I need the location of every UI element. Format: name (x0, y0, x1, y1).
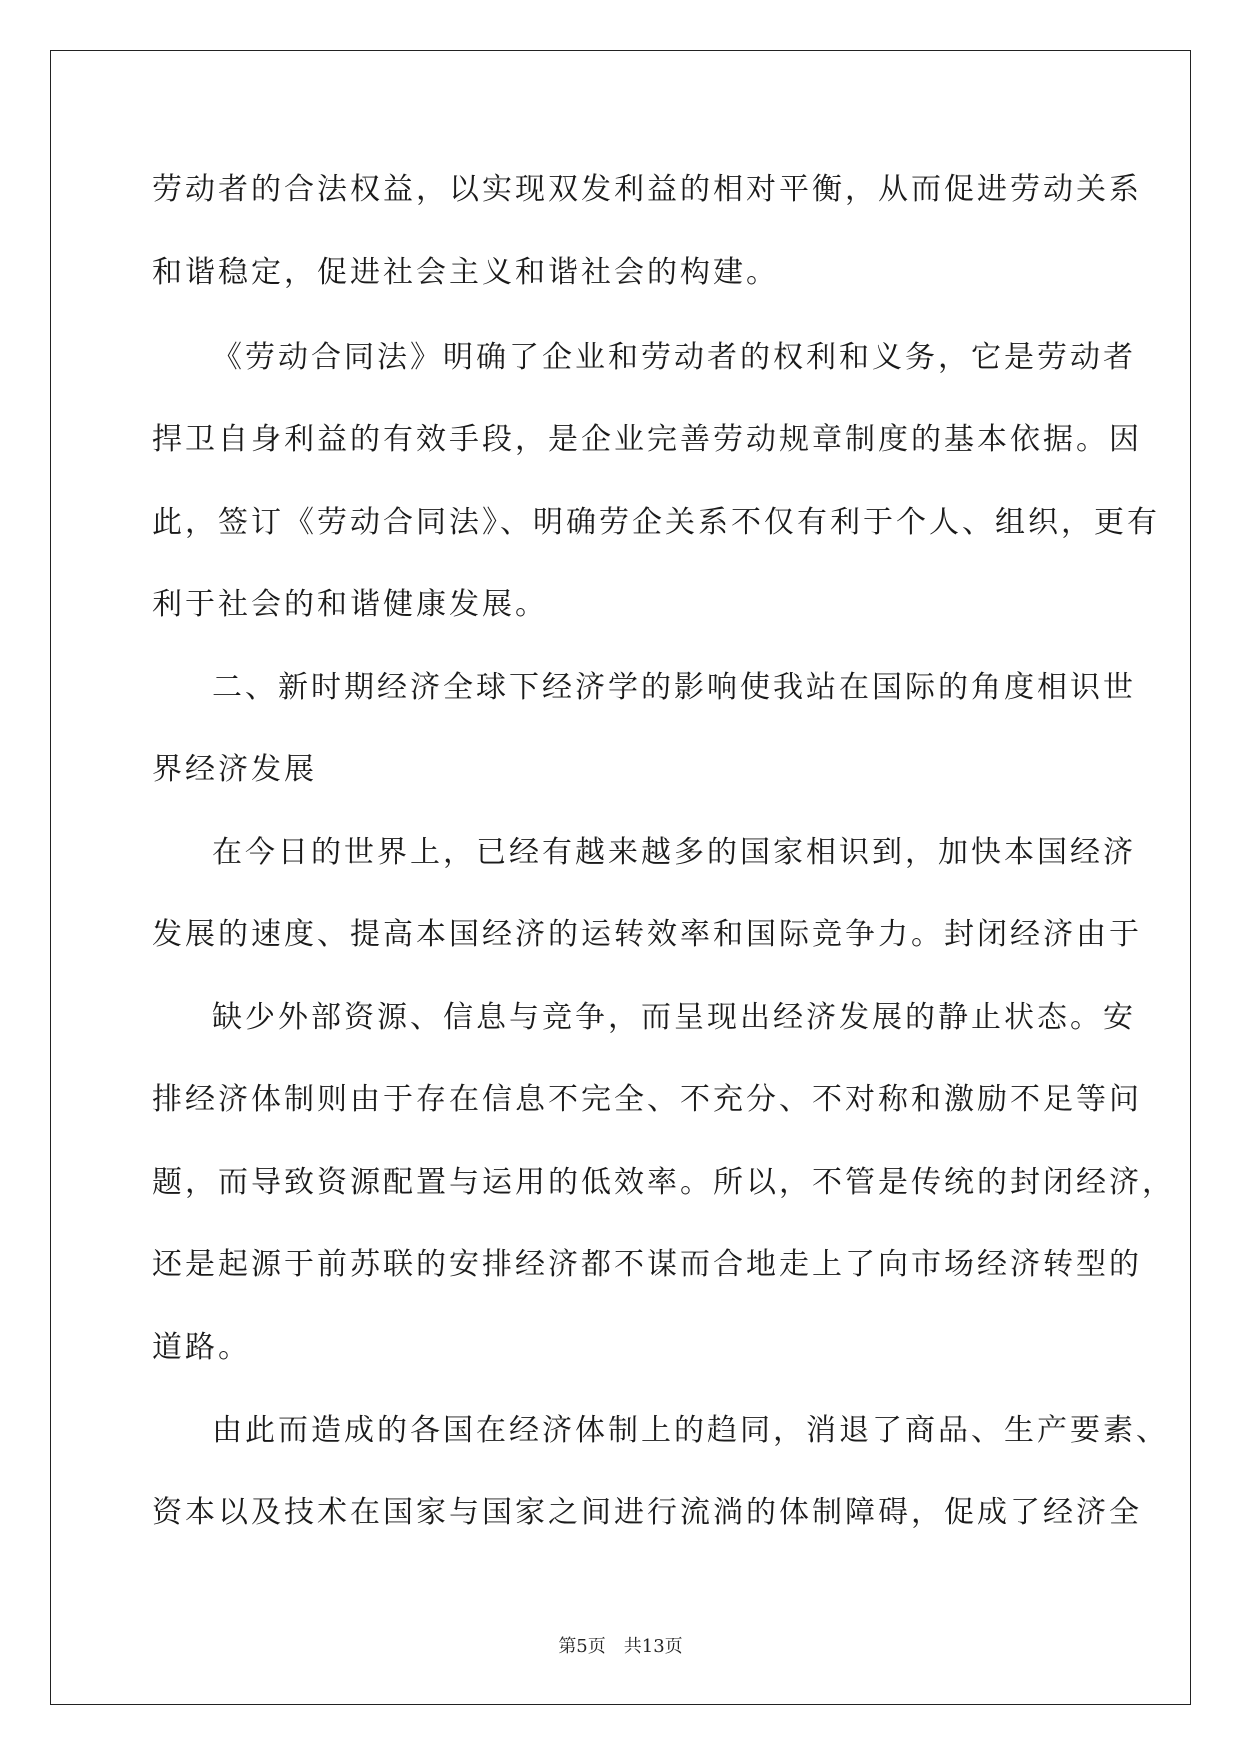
text-line: 还是起源于前苏联的安排经济都不谋而合地走上了向市场经济转型的 (152, 1247, 1142, 1282)
text-line: 资本以及技术在国家与国家之间进行流淌的体制障碍，促成了经济全 (152, 1495, 1142, 1530)
page-border (50, 50, 1191, 1705)
text-line: 在今日的世界上，已经有越来越多的国家相识到，加快本国经济 (212, 835, 1136, 870)
text-line: 排经济体制则由于存在信息不完全、不充分、不对称和激励不足等问 (152, 1082, 1142, 1117)
text-line: 《劳动合同法》明确了企业和劳动者的权利和义务，它是劳动者 (212, 340, 1136, 375)
text-line: 劳动者的合法权益，以实现双发利益的相对平衡，从而促进劳动关系 (152, 172, 1142, 207)
text-line: 发展的速度、提高本国经济的运转效率和国际竞争力。封闭经济由于 (152, 917, 1142, 952)
text-line: 利于社会的和谐健康发展。 (152, 587, 548, 622)
page-number-footer: 第5页 共13页 (558, 1636, 683, 1657)
text-line: 和谐稳定，促进社会主义和谐社会的构建。 (152, 255, 779, 290)
text-line: 界经济发展 (152, 752, 317, 787)
text-line: 由此而造成的各国在经济体制上的趋同，消退了商品、生产要素、 (212, 1413, 1169, 1448)
text-line: 此，签订《劳动合同法》、明确劳企关系不仅有利于个人、组织，更有 (152, 505, 1160, 540)
text-line: 缺少外部资源、信息与竞争，而呈现出经济发展的静止状态。安 (212, 1000, 1136, 1035)
text-line: 捍卫自身利益的有效手段，是企业完善劳动规章制度的基本依据。因 (152, 422, 1142, 457)
text-line: 道路。 (152, 1330, 251, 1365)
text-line: 二、新时期经济全球下经济学的影响使我站在国际的角度相识世 (212, 670, 1136, 705)
text-line: 题，而导致资源配置与运用的低效率。所以，不管是传统的封闭经济， (152, 1165, 1175, 1200)
